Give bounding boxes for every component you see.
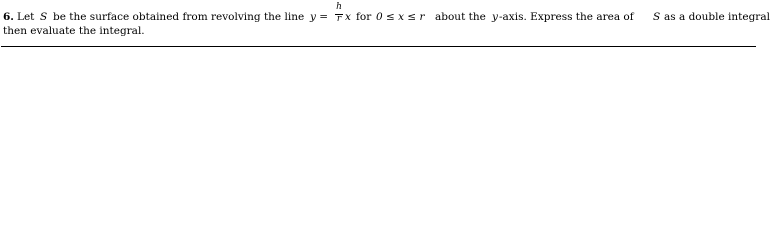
fraction-denominator: r	[336, 14, 342, 24]
for-word: for	[356, 11, 372, 23]
problem-number: 6.	[3, 11, 14, 23]
separator-rule	[1, 46, 756, 47]
problem-line-2: then evaluate the integral.	[3, 25, 145, 37]
equation-lhs: y =	[310, 11, 329, 23]
axis-variable: y	[492, 11, 498, 23]
fraction-numerator: h	[336, 2, 342, 12]
surface-description: be the surface obtained from revolving the line	[53, 11, 305, 23]
domain-range: 0 ≤ x ≤ r	[376, 11, 425, 23]
surface-variable-2: S	[653, 11, 661, 23]
double-integral-phrase: as a double integral	[664, 11, 770, 23]
fraction-h-over-r	[335, 3, 343, 23]
axis-instruction: -axis. Express the area of	[499, 11, 634, 23]
about-the-phrase: about the	[435, 11, 486, 23]
intro-word: Let	[17, 11, 35, 23]
surface-variable: S	[40, 11, 48, 23]
problem-line-1	[3, 2, 770, 24]
equation-rhs-variable: x	[345, 11, 351, 23]
